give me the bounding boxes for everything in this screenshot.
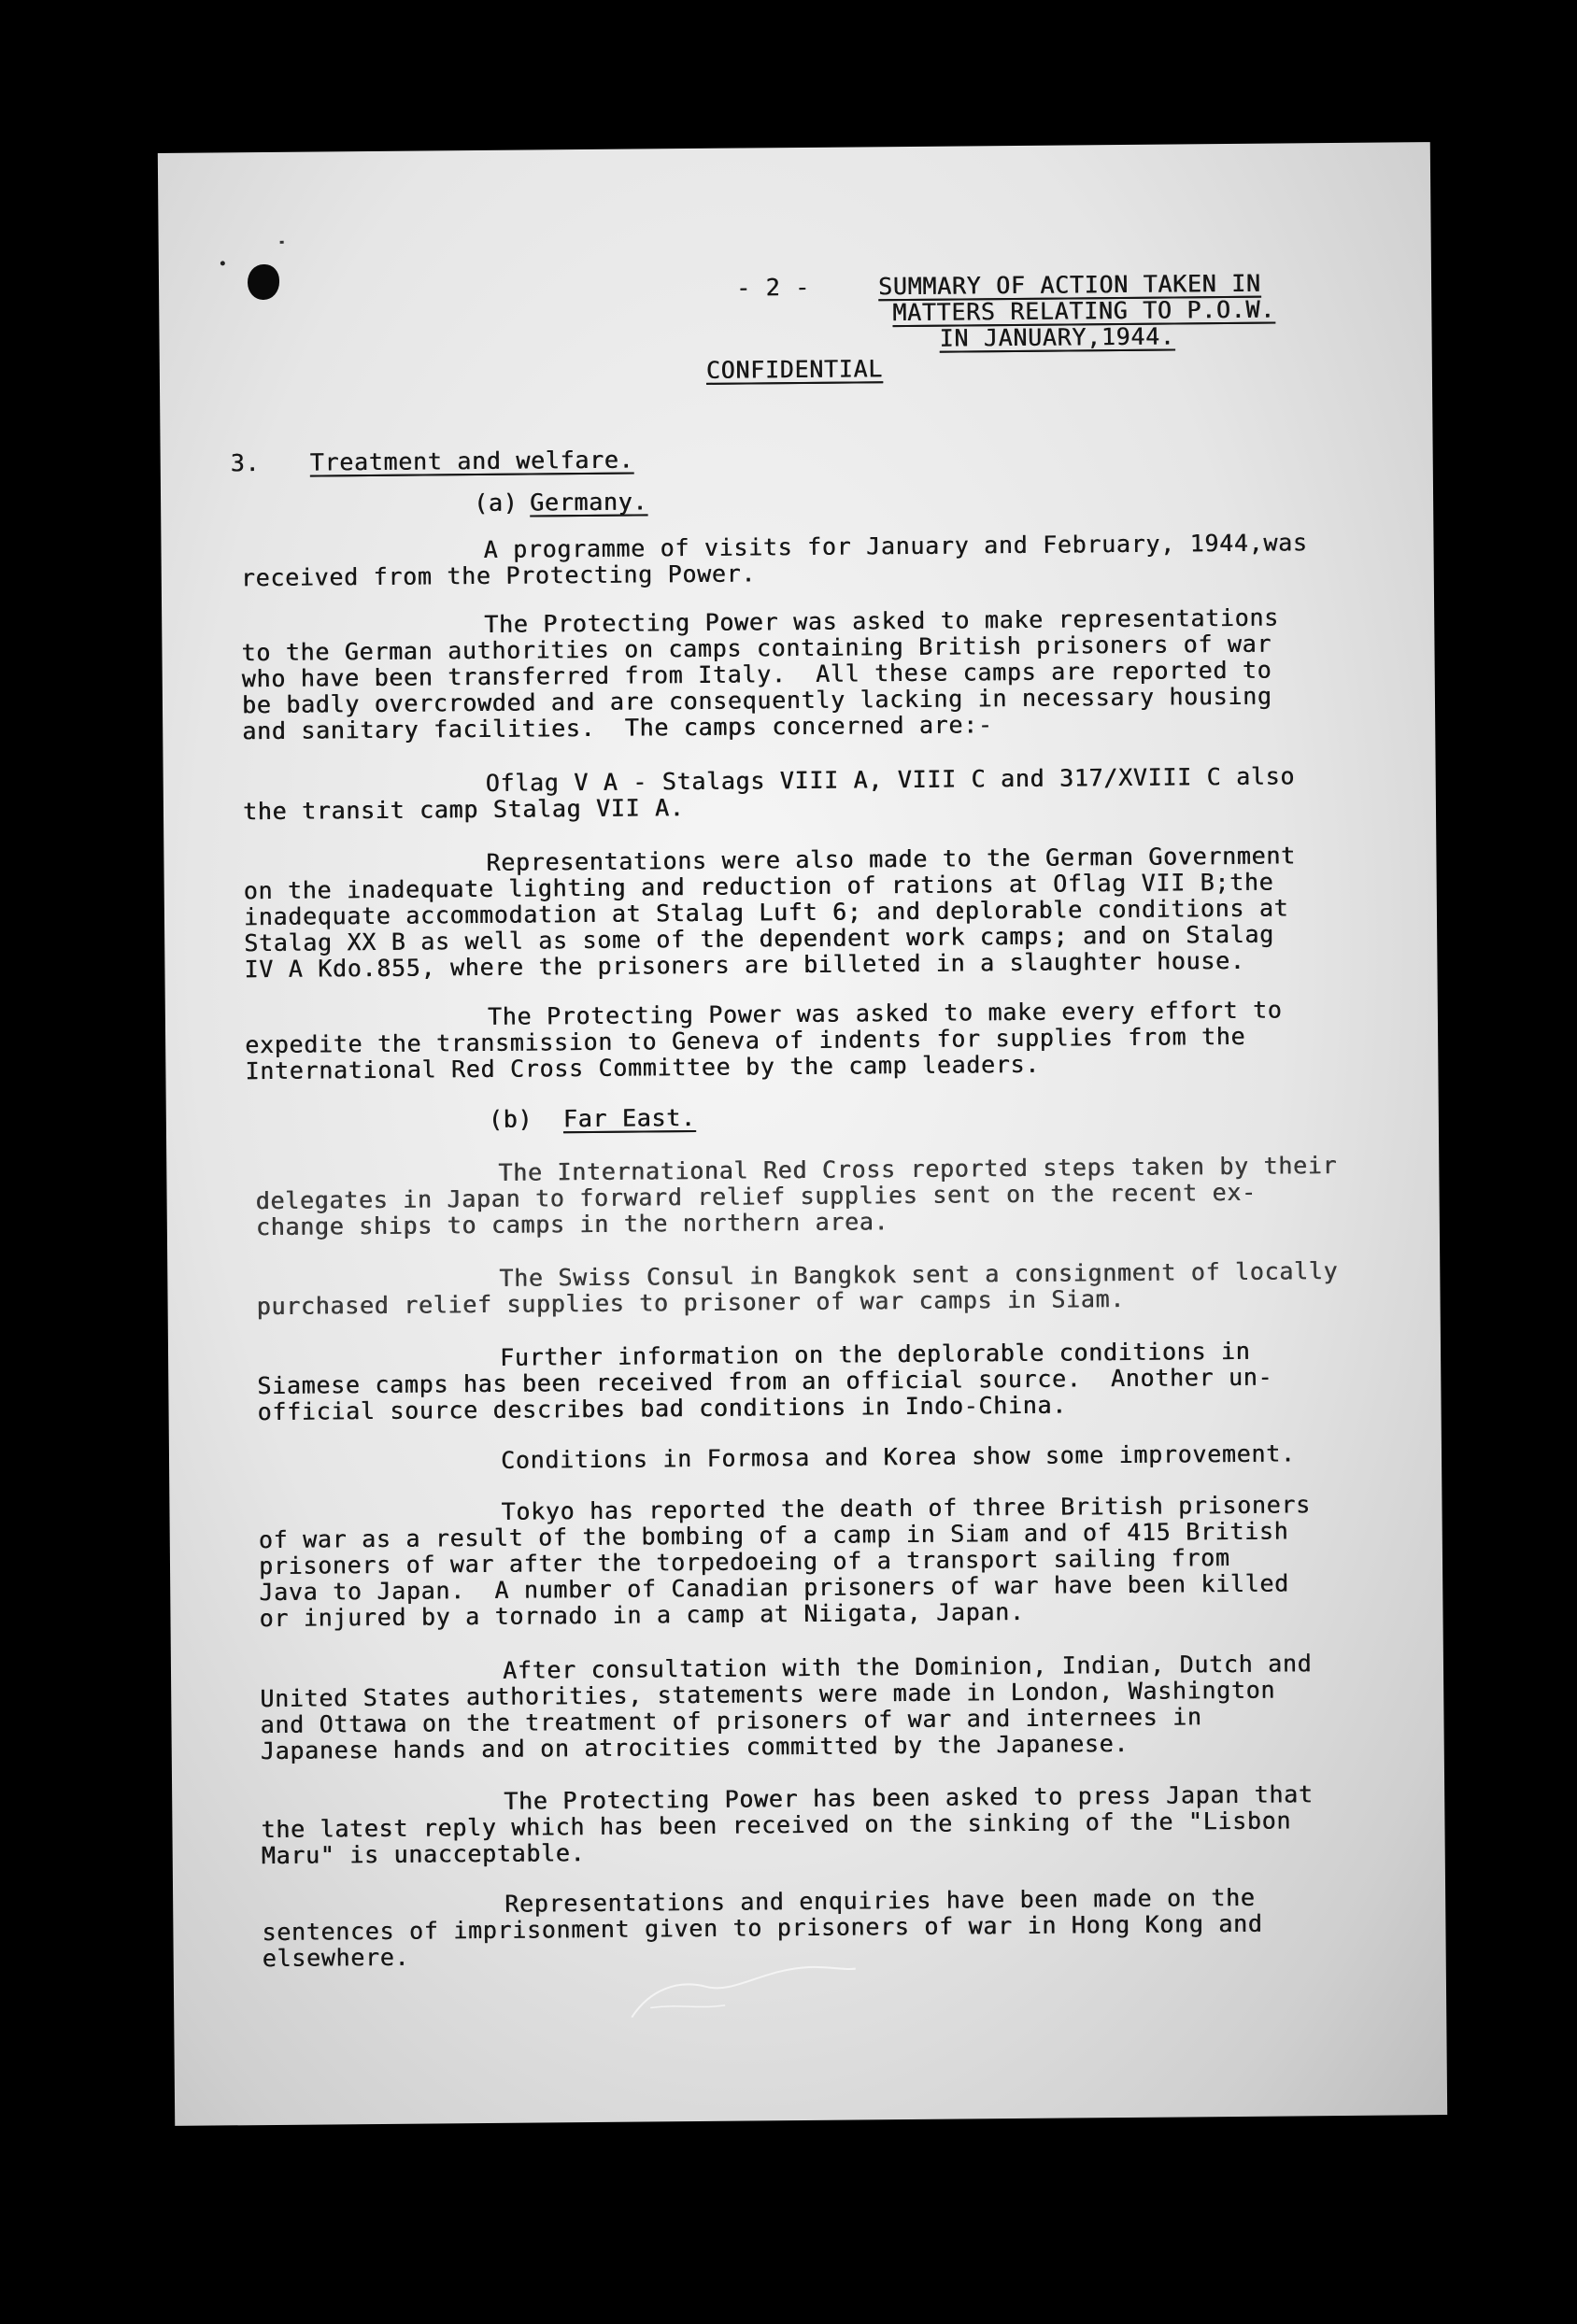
paragraph-line: purchased relief supplies to prisoner of war camps in Siam. bbox=[256, 1284, 1126, 1321]
subsection-heading: Far East. bbox=[562, 1103, 696, 1133]
paragraph-line: The International Red Cross reported steps taken by their bbox=[498, 1152, 1338, 1186]
subsection-label: (a) bbox=[473, 489, 519, 517]
paragraph-line: the transit camp Stalag VII A. bbox=[242, 794, 685, 826]
paragraph-line: elsewhere. bbox=[262, 1943, 410, 1973]
section-number: 3. bbox=[230, 449, 261, 477]
paragraph-line: Representations and enquiries have been made on the bbox=[504, 1883, 1256, 1918]
paragraph-line: and sanitary facilities. The camps concerned are:- bbox=[242, 711, 993, 745]
paragraph-line: prisoners of war after the torpedoeing of a transport sailing from bbox=[258, 1544, 1230, 1580]
paragraph-line: sentences of imprisonment given to prisoners of war in Hong Kong and bbox=[262, 1909, 1263, 1947]
paragraph-line: IV A Kdo.855, where the prisoners are billeted in a slaughter house. bbox=[244, 946, 1245, 984]
paragraph-line: Conditions in Formosa and Korea show some improvement. bbox=[500, 1439, 1296, 1474]
paragraph-line: and Ottawa on the treatment of prisoners of war and internees in bbox=[260, 1703, 1202, 1739]
paragraph-line: Representations were also made to the German Government bbox=[486, 842, 1296, 876]
paragraph-line: The Protecting Power has been asked to press Japan that bbox=[504, 1780, 1314, 1815]
paragraph-line: The Protecting Power was asked to make representations bbox=[484, 603, 1279, 638]
paragraph-line: or injured by a tornado in a camp at Niigata, Japan. bbox=[259, 1597, 1025, 1633]
subsection-heading: Germany. bbox=[529, 488, 648, 517]
paragraph-line: received from the Protecting Power. bbox=[240, 560, 757, 592]
paragraph-line: Further information on the deplorable conditions in bbox=[499, 1337, 1251, 1371]
paragraph-line: The Protecting Power was asked to make every effort to bbox=[487, 996, 1283, 1030]
paragraph-line: A programme of visits for January and February, 1944,was bbox=[483, 529, 1308, 563]
pencil-mark bbox=[622, 1949, 866, 2026]
classification-mark: CONFIDENTIAL bbox=[705, 355, 883, 384]
paragraph-line: United States authorities, statements were made in London, Washington bbox=[260, 1676, 1276, 1713]
paragraph-line: who have been transferred from Italy. All these camps are reported to bbox=[241, 656, 1272, 693]
page-number: - 2 - bbox=[735, 273, 810, 302]
paragraph-line: International Red Cross Committee by the camp leaders. bbox=[245, 1050, 1041, 1085]
paragraph-line: official source describes bad conditions in Indo-China. bbox=[257, 1391, 1067, 1426]
typed-text bbox=[158, 142, 1447, 2126]
paragraph-line: Oflag V A - Stalags VIII A, VIII C and 317/XVIII C also bbox=[485, 762, 1296, 797]
paragraph-line: the latest reply which has been received on the sinking of the "Lisbon bbox=[261, 1807, 1292, 1844]
paragraph-line: expedite the transmission to Geneva of indents for supplies from the bbox=[245, 1022, 1246, 1059]
summary-title-line-2: MATTERS RELATING TO P.O.W. bbox=[892, 295, 1275, 327]
paragraph-line: Maru" is unacceptable. bbox=[261, 1839, 586, 1870]
paragraph-line: of war as a result of the bombing of a camp in Siam and of 415 British bbox=[258, 1517, 1289, 1554]
paragraph-line: inadequate accommodation at Stalag Luft 6; and deplorable conditions at bbox=[243, 894, 1289, 931]
paragraph-line: change ships to camps in the northern area. bbox=[255, 1208, 889, 1241]
summary-title-line-1: SUMMARY OF ACTION TAKEN IN bbox=[877, 269, 1261, 301]
paragraph-line: Tokyo has reported the death of three British prisoners bbox=[501, 1491, 1311, 1525]
document-page bbox=[158, 142, 1447, 2126]
paragraph-line: Japanese hands and on atrocities committed by the Japanese. bbox=[260, 1729, 1129, 1765]
paragraph-line: be badly overcrowded and are consequently lacking in necessary housing bbox=[241, 682, 1272, 719]
paragraph-line: After consultation with the Dominion, Indian, Dutch and bbox=[502, 1650, 1313, 1684]
summary-title-line-3: IN JANUARY,1944. bbox=[939, 322, 1175, 352]
subsection-label: (b) bbox=[488, 1105, 533, 1133]
paragraph-line: on the inadequate lighting and reduction of rations at Oflag VII B;the bbox=[243, 868, 1274, 905]
section-heading: Treatment and welfare. bbox=[309, 446, 634, 476]
paragraph-line: to the German authorities on camps containing British prisoners of war bbox=[241, 630, 1272, 667]
paragraph-line: Java to Japan. A number of Canadian prisoners of war have been killed bbox=[259, 1569, 1289, 1607]
paragraph-line: The Swiss Consul in Bangkok sent a consignment of locally bbox=[499, 1257, 1339, 1292]
paragraph-line: Siamese camps has been received from an official source. Another un- bbox=[257, 1363, 1273, 1400]
paragraph-line: delegates in Japan to forward relief supplies sent on the recent ex- bbox=[255, 1178, 1257, 1215]
paragraph-line: Stalag XX B as well as some of the dependent work camps; and on Stalag bbox=[244, 920, 1274, 957]
